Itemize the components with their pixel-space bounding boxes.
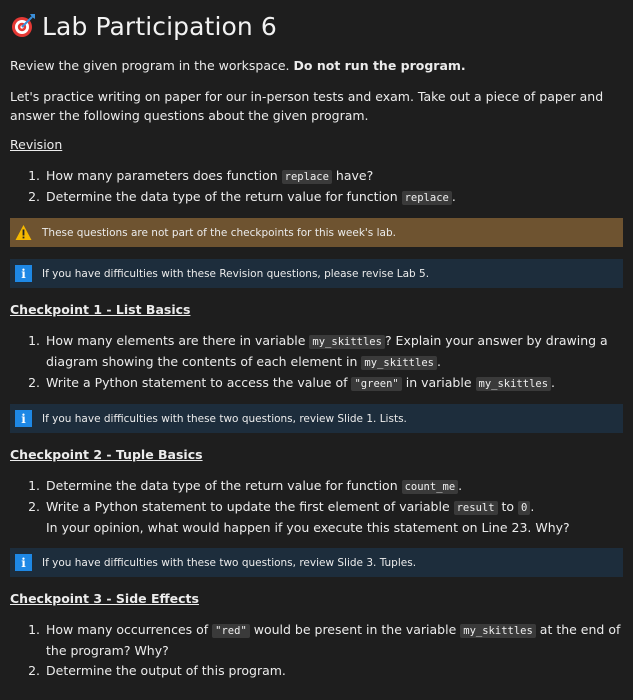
checkpoint-3-questions <box>10 620 623 681</box>
checkpoint-2-questions <box>10 476 623 538</box>
info-text: If you have difficulties with these Revision questions, please revise Lab 5. <box>42 267 430 280</box>
warning-text: These questions are not part of the checkpoints for this week's lab. <box>42 226 396 239</box>
checkpoint-3-heading: Checkpoint 3 - Side Effects <box>10 591 199 606</box>
checkpoint-2-heading: Checkpoint 2 - Tuple Basics <box>10 447 203 462</box>
list-item: 2. Determine the output of this program. <box>44 661 623 681</box>
list-item: 1. How many elements are there in variable my_skittles ? Explain your answer by drawing a diagram showing the contents of each element in my_skittles . <box>44 331 623 373</box>
info-alert-checkpoint-1 <box>10 404 623 433</box>
target-icon <box>10 13 36 39</box>
page-title: Lab Participation 6 <box>42 11 277 41</box>
info-text: If you have difficulties with these two questions, review Slide 3. Tuples. <box>42 556 417 569</box>
info-text: If you have difficulties with these two questions, review Slide 1. Lists. <box>42 412 407 425</box>
info-alert-revision <box>10 259 623 288</box>
list-item: 2. Write a Python statement to update the first element of variable result to 0 . In your opinion, what would happen if you execute this statement on Line 23. Why? <box>44 497 623 538</box>
info-alert-checkpoint-2 <box>10 548 623 577</box>
list-item: 1. How many parameters does function replace have? <box>44 166 623 187</box>
warning-alert <box>10 218 623 247</box>
intro-text-2: Let's practice writing on paper for our in-person tests and exam. Take out a piece of paper and answer the following questions about the given program. <box>10 89 604 123</box>
list-item: 1. How many occurrences of "red" would be present in the variable my_skittles at the end of the program? Why? <box>44 620 623 661</box>
revision-heading: Revision <box>10 137 63 152</box>
info-icon: i <box>15 410 32 427</box>
checkpoint-1-questions <box>10 331 623 394</box>
intro-text: Review the given program in the workspace. Do not run the program. <box>10 58 466 73</box>
checkpoint-1-heading: Checkpoint 1 - List Basics <box>10 302 191 317</box>
revision-questions <box>10 166 623 208</box>
info-icon: i <box>15 554 32 571</box>
info-icon: i <box>15 265 32 282</box>
list-item: 1. Determine the data type of the return value for function count_me . <box>44 476 623 497</box>
title-row <box>10 8 623 44</box>
list-item: 2. Determine the data type of the return value for function replace . <box>44 187 623 208</box>
warning-icon <box>15 224 32 241</box>
list-item: 2. Write a Python statement to access the value of "green" in variable my_skittles . <box>44 373 623 394</box>
